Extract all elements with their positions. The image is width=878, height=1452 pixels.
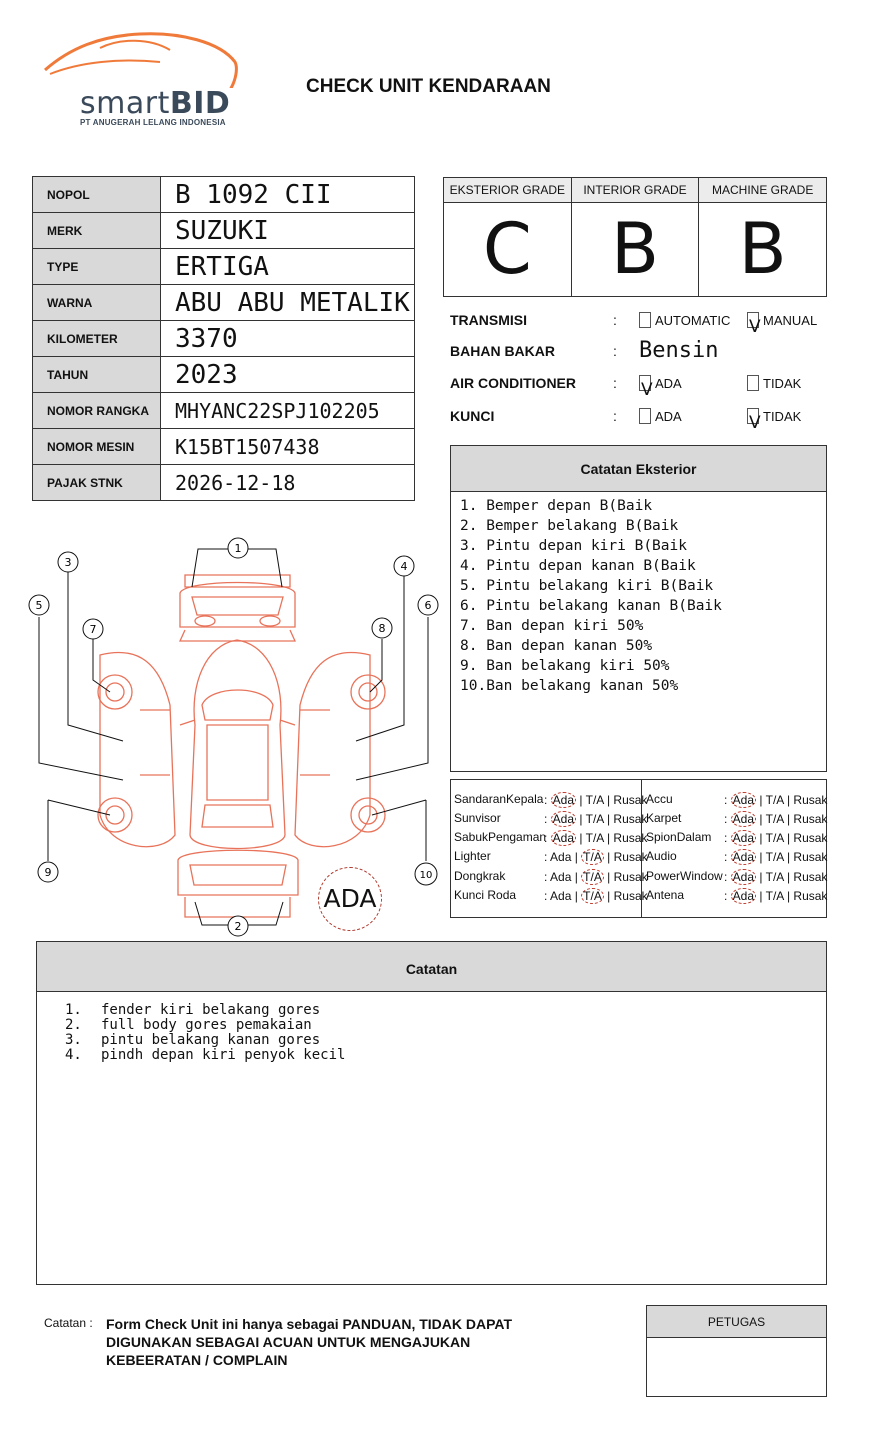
option-manual[interactable] — [747, 309, 818, 337]
row-kilometer — [33, 321, 415, 357]
label-pajak-stnk: PAJAK STNK — [33, 465, 161, 501]
item-number: 3. — [65, 1032, 82, 1048]
option-ada[interactable]: Ada — [732, 831, 755, 845]
option-ta[interactable]: T/A — [583, 889, 602, 903]
spec-bahan-bakar — [450, 336, 830, 366]
option-ada[interactable]: Ada — [550, 889, 572, 903]
interior-grade-value: B — [610, 208, 660, 290]
marker-9 — [38, 862, 58, 882]
option-rusak[interactable]: Rusak — [793, 889, 828, 903]
marker-1 — [228, 538, 248, 558]
value-merk: SUZUKI — [161, 213, 415, 249]
option-automatic[interactable] — [639, 309, 730, 331]
accessory-row — [454, 869, 648, 888]
label-kilometer: KILOMETER — [33, 321, 161, 357]
option-label: TIDAK — [763, 408, 802, 424]
checkbox-checked[interactable] — [639, 375, 653, 400]
row-nopol — [33, 177, 415, 213]
value-type: ERTIGA — [161, 249, 415, 285]
option-rusak[interactable]: Rusak — [613, 850, 648, 864]
option-label: ADA — [655, 408, 682, 424]
option-ada[interactable]: Ada — [732, 850, 755, 864]
option-ada[interactable]: Ada — [732, 793, 755, 807]
label-tahun: TAHUN — [33, 357, 161, 393]
option-label: TIDAK — [763, 375, 802, 391]
option-rusak[interactable]: Rusak — [613, 812, 648, 826]
marker-label: 5 — [35, 599, 43, 612]
spec-transmisi — [450, 305, 830, 335]
option-ta[interactable]: T/A — [583, 850, 602, 864]
option-rusak[interactable]: Rusak — [793, 793, 828, 807]
list-item: 2. Bemper belakang B(Baik — [460, 518, 679, 534]
exterior-grade-value: C — [482, 208, 532, 290]
exterior-grade — [444, 178, 572, 296]
item-number: 4. — [65, 1047, 82, 1063]
accessory-status: : Ada | T/A | Rusak — [544, 831, 648, 845]
option-label: AUTOMATIC — [655, 312, 731, 328]
item-number: 2. — [65, 1017, 82, 1033]
option-rusak[interactable]: Rusak — [793, 870, 828, 884]
accessory-row — [454, 792, 648, 811]
option-ac-tidak[interactable] — [747, 372, 801, 394]
list-item: 10.Ban belakang kanan 50% — [460, 678, 679, 694]
interior-grade — [572, 178, 700, 296]
colon: : — [613, 312, 617, 328]
marker-5 — [29, 595, 49, 615]
option-ada[interactable]: Ada — [732, 889, 755, 903]
marker-label: 2 — [234, 920, 242, 933]
colon: : — [613, 343, 617, 359]
label-nomor-rangka: NOMOR RANGKA — [33, 393, 161, 429]
checkbox[interactable] — [639, 408, 651, 424]
checkbox-checked[interactable] — [747, 408, 761, 433]
item-text: full body gores pemakaian — [101, 1017, 312, 1033]
accessory-status: : Ada | T/A | Rusak — [544, 889, 648, 903]
bahan-bakar-label: BAHAN BAKAR — [450, 343, 555, 359]
item-text: fender kiri belakang gores — [101, 1002, 321, 1018]
transmisi-label: TRANSMISI — [450, 312, 527, 328]
footer-label: Catatan : — [44, 1316, 93, 1330]
marker-10 — [415, 863, 437, 885]
accessory-name: Karpet — [646, 811, 682, 825]
item-text: pintu belakang kanan gores — [101, 1032, 321, 1048]
marker-label: 8 — [378, 622, 386, 635]
machine-grade — [699, 178, 826, 296]
accessory-name: PowerWindow — [646, 869, 723, 883]
list-item — [65, 1048, 826, 1063]
option-rusak[interactable]: Rusak — [613, 831, 648, 845]
marker-7 — [83, 619, 103, 639]
accessory-row — [454, 849, 648, 868]
exterior-notes-panel — [450, 445, 827, 772]
option-label: MANUAL — [763, 312, 818, 328]
label-nopol: NOPOL — [33, 177, 161, 213]
ada-stamp: ADA — [318, 867, 382, 931]
option-ta[interactable]: T/A — [765, 812, 784, 826]
accessory-name: Lighter — [454, 849, 491, 863]
option-rusak[interactable]: Rusak — [613, 889, 648, 903]
brand-logo — [40, 28, 250, 128]
brand-wordmark: smartBID — [80, 86, 231, 121]
list-item: 1. Bemper depan B(Baik — [460, 498, 653, 514]
row-merk — [33, 213, 415, 249]
option-label: ADA — [655, 375, 682, 391]
bahan-bakar-value: Bensin — [639, 338, 719, 363]
accessory-status: : Ada | T/A | Rusak — [724, 831, 828, 845]
check-mark: V — [749, 317, 761, 337]
checkbox[interactable] — [747, 375, 759, 391]
check-mark: V — [749, 413, 761, 433]
car-damage-diagram — [20, 535, 450, 940]
machine-grade-label: MACHINE GRADE — [699, 178, 826, 203]
colon: : — [613, 375, 617, 391]
option-ta[interactable]: T/A — [765, 870, 784, 884]
row-tahun — [33, 357, 415, 393]
accessory-name: SpionDalam — [646, 830, 712, 844]
label-nomor-mesin: NOMOR MESIN — [33, 429, 161, 465]
car-swoosh-icon — [40, 28, 250, 88]
option-ada[interactable]: Ada — [552, 793, 575, 807]
list-item: 7. Ban depan kiri 50% — [460, 618, 644, 634]
list-item: 5. Pintu belakang kiri B(Baik — [460, 578, 714, 594]
spec-kunci — [450, 401, 830, 431]
option-ta[interactable]: T/A — [585, 831, 604, 845]
accessory-status: : Ada | T/A | Rusak — [544, 793, 648, 807]
exterior-grade-label: EKSTERIOR GRADE — [444, 178, 571, 203]
option-ta[interactable]: T/A — [585, 812, 604, 826]
list-item: 3. Pintu depan kiri B(Baik — [460, 538, 687, 554]
option-ta[interactable]: T/A — [765, 889, 784, 903]
vehicle-info-table — [32, 176, 415, 501]
option-rusak[interactable]: Rusak — [613, 793, 648, 807]
grade-panel — [443, 177, 827, 297]
checkbox-checked[interactable] — [747, 312, 761, 337]
label-warna: WARNA — [33, 285, 161, 321]
value-nopol: B 1092 CII — [161, 177, 415, 213]
accessory-status: : Ada | T/A | Rusak — [724, 850, 828, 864]
value-nomor-mesin: K15BT1507438 — [161, 429, 415, 465]
marker-label: 3 — [64, 556, 72, 569]
marker-label: 9 — [44, 866, 52, 879]
option-ada[interactable]: Ada — [732, 812, 755, 826]
marker-label: 1 — [234, 542, 242, 555]
page-title: CHECK UNIT KENDARAAN — [306, 76, 551, 97]
option-rusak[interactable]: Rusak — [793, 812, 828, 826]
option-ta[interactable]: T/A — [585, 793, 604, 807]
value-tahun: 2023 — [161, 357, 415, 393]
interior-grade-label: INTERIOR GRADE — [572, 178, 699, 203]
list-item — [65, 1003, 826, 1018]
label-type: TYPE — [33, 249, 161, 285]
option-rusak[interactable]: Rusak — [793, 831, 828, 845]
list-item — [65, 1018, 826, 1033]
accessory-row — [454, 888, 648, 907]
option-ta[interactable]: T/A — [765, 793, 784, 807]
kunci-label: KUNCI — [450, 408, 495, 424]
accessory-name: Antena — [646, 888, 685, 902]
option-ac-ada[interactable] — [639, 372, 682, 400]
accessory-name: SabukPengaman — [454, 830, 547, 844]
row-nomor-rangka — [33, 393, 415, 429]
option-ada[interactable]: Ada — [732, 870, 755, 884]
accessory-name: Accu — [646, 792, 673, 806]
footer-disclaimer: Form Check Unit ini hanya sebagai PANDUAN, TIDAK DAPAT DIGUNAKAN SEBAGAI ACUAN UNTUK MENGAJUKAN KEBEERATAN / COMPLAIN — [106, 1316, 513, 1368]
accessory-name: Kunci Roda — [454, 888, 517, 902]
spec-air-conditioner — [450, 368, 830, 398]
option-ta[interactable]: T/A — [583, 870, 602, 884]
value-kilometer: 3370 — [161, 321, 415, 357]
exterior-notes-title: Catatan Eksterior — [451, 446, 826, 492]
marker-2 — [228, 916, 248, 936]
marker-8 — [372, 618, 392, 638]
accessory-status: : Ada | T/A | Rusak — [544, 850, 648, 864]
option-ada[interactable]: Ada — [550, 850, 572, 864]
option-ada[interactable]: Ada — [552, 831, 575, 845]
option-ada[interactable]: Ada — [552, 812, 575, 826]
petugas-box — [646, 1305, 827, 1397]
check-mark: V — [641, 380, 653, 400]
value-warna: ABU ABU METALIK — [161, 285, 415, 321]
item-number: 1. — [65, 1002, 82, 1018]
accessory-row — [646, 830, 826, 849]
accessory-row — [454, 811, 648, 830]
accessory-name: SandaranKepala — [454, 792, 544, 806]
option-rusak[interactable]: Rusak — [793, 850, 828, 864]
marker-label: 6 — [424, 599, 432, 612]
option-ada[interactable]: Ada — [550, 870, 572, 884]
accessory-name: Dongkrak — [454, 869, 506, 883]
accessory-row — [646, 849, 826, 868]
brand-tagline: PT ANUGERAH LELANG INDONESIA — [80, 118, 226, 127]
option-rusak[interactable]: Rusak — [613, 870, 648, 884]
accessory-status: : Ada | T/A | Rusak — [544, 812, 648, 826]
row-type — [33, 249, 415, 285]
marker-label: 10 — [419, 870, 433, 881]
accessory-status: : Ada | T/A | Rusak — [724, 812, 828, 826]
list-item: 9. Ban belakang kiri 50% — [460, 658, 670, 674]
accessory-row — [646, 888, 826, 907]
checkbox[interactable] — [639, 312, 651, 328]
ac-label: AIR CONDITIONER — [450, 375, 576, 391]
accessory-status: : Ada | T/A | Rusak — [724, 793, 828, 807]
accessory-name: Sunvisor — [454, 811, 501, 825]
list-item: 6. Pintu belakang kanan B(Baik — [460, 598, 722, 614]
marker-6 — [418, 595, 438, 615]
marker-3 — [58, 552, 78, 572]
accessories-panel — [450, 779, 827, 918]
notes-panel — [36, 941, 827, 1285]
marker-label: 4 — [400, 560, 408, 573]
machine-grade-value: B — [738, 208, 787, 290]
marker-label: 7 — [89, 623, 97, 636]
colon: : — [613, 408, 617, 424]
accessory-status: : Ada | T/A | Rusak — [724, 870, 828, 884]
option-kunci-ada[interactable] — [639, 405, 682, 427]
value-pajak-stnk: 2026-12-18 — [161, 465, 415, 501]
accessory-row — [646, 869, 826, 888]
notes-title: Catatan — [37, 942, 826, 992]
accessory-name: Audio — [646, 849, 677, 863]
exterior-notes-list — [451, 492, 826, 696]
value-nomor-rangka: MHYANC22SPJ102205 — [161, 393, 415, 429]
accessory-status: : Ada | T/A | Rusak — [724, 889, 828, 903]
row-nomor-mesin — [33, 429, 415, 465]
option-ta[interactable]: T/A — [765, 831, 784, 845]
list-item: 8. Ban depan kanan 50% — [460, 638, 653, 654]
list-item: 4. Pintu depan kanan B(Baik — [460, 558, 696, 574]
row-warna — [33, 285, 415, 321]
accessory-row — [454, 830, 648, 849]
label-merk: MERK — [33, 213, 161, 249]
accessory-row — [646, 811, 826, 830]
option-ta[interactable]: T/A — [765, 850, 784, 864]
marker-4 — [394, 556, 414, 576]
item-text: pindh depan kiri penyok kecil — [101, 1047, 346, 1063]
notes-list — [37, 992, 826, 1063]
row-pajak-stnk — [33, 465, 415, 501]
accessory-status: : Ada | T/A | Rusak — [544, 870, 648, 884]
list-item — [65, 1033, 826, 1048]
petugas-label: PETUGAS — [647, 1306, 826, 1338]
accessory-row — [646, 792, 826, 811]
option-kunci-tidak[interactable] — [747, 405, 802, 433]
